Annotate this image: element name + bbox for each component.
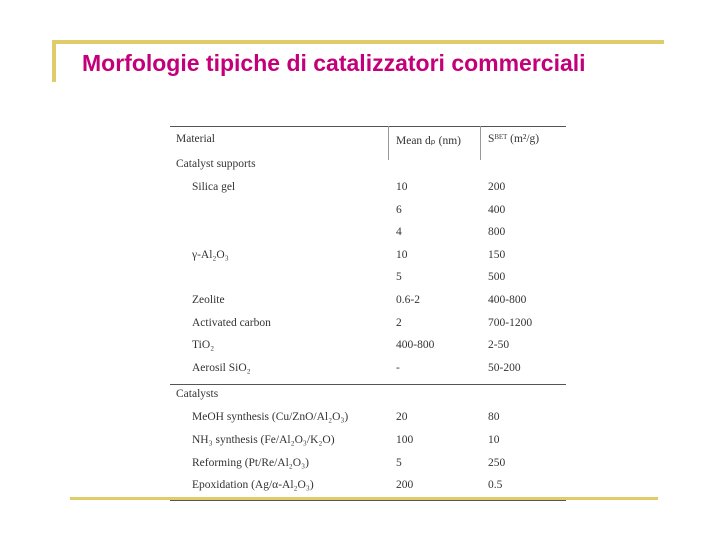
cell-sbet: 10 — [488, 433, 500, 446]
cell-mean-dp: 20 — [396, 411, 408, 424]
catalyst-table — [170, 126, 566, 501]
cell-sbet: 500 — [488, 271, 506, 284]
header-material: Material — [176, 133, 215, 145]
cell-material: MeOH synthesis (Cu/ZnO/Al₂O₃) — [192, 411, 349, 424]
cell-sbet: 50-200 — [488, 361, 521, 374]
cell-mean-dp: 5 — [396, 271, 402, 284]
cell-mean-dp: 10 — [396, 181, 408, 193]
table-row — [170, 407, 566, 430]
table-row — [170, 222, 566, 245]
section-label: Catalysts — [176, 388, 219, 401]
column-divider — [480, 126, 481, 160]
cell-sbet: 400-800 — [488, 293, 527, 306]
column-divider — [388, 126, 389, 160]
table-header — [170, 127, 566, 155]
cell-sbet: 80 — [488, 411, 500, 424]
cell-material: γ-Al₂O₃ — [192, 248, 229, 261]
table-bottom-rule — [170, 500, 566, 501]
cell-mean-dp: 2 — [396, 316, 402, 329]
table-row — [170, 200, 566, 223]
cell-mean-dp: 400-800 — [396, 339, 435, 352]
slide-title: Morfologie tipiche di catalizzatori commerciali — [82, 50, 586, 76]
section-catalyst-supports — [170, 155, 566, 177]
cell-mean-dp: 200 — [396, 479, 414, 492]
table-row — [170, 245, 566, 268]
frame-left-rule — [52, 40, 56, 82]
table-row — [170, 358, 566, 381]
cell-mean-dp: 4 — [396, 226, 402, 239]
cell-mean-dp: 6 — [396, 203, 402, 216]
section-catalysts — [170, 385, 566, 407]
table-row — [170, 177, 566, 200]
cell-sbet: 2-50 — [488, 339, 510, 352]
header-sbet: Sᴮᴱᵀ (m²/g) — [488, 133, 540, 145]
table-row — [170, 335, 566, 358]
header-mean-dp: Mean dₚ (nm) — [396, 135, 461, 147]
cell-material: NH₃ synthesis (Fe/Al₂O₃/K₂O) — [192, 433, 335, 446]
cell-sbet: 200 — [488, 181, 506, 193]
cell-material: Silica gel — [192, 181, 236, 193]
cell-sbet: 150 — [488, 248, 506, 261]
table-row — [170, 430, 566, 453]
cell-material: Reforming (Pt/Re/Al₂O₃) — [192, 456, 309, 469]
cell-mean-dp: 10 — [396, 248, 408, 261]
cell-material: Epoxidation (Ag/α-Al₂O₃) — [192, 479, 314, 492]
cell-mean-dp: - — [396, 361, 400, 374]
cell-sbet: 0.5 — [488, 479, 503, 492]
frame-top-rule — [52, 40, 664, 44]
cell-mean-dp: 100 — [396, 433, 414, 446]
cell-mean-dp: 5 — [396, 456, 402, 469]
cell-material: TiO₂ — [192, 339, 215, 352]
catalyst-rows — [170, 407, 566, 497]
table-row — [170, 290, 566, 313]
table-row — [170, 453, 566, 476]
cell-mean-dp: 0.6-2 — [396, 293, 420, 306]
table-row — [170, 267, 566, 290]
table-row — [170, 313, 566, 336]
cell-sbet: 250 — [488, 456, 506, 469]
section-label: Catalyst supports — [176, 158, 256, 170]
support-rows — [170, 177, 566, 380]
table-row — [170, 475, 566, 498]
cell-material: Activated carbon — [192, 316, 271, 329]
cell-material: Aerosil SiO₂ — [192, 361, 251, 374]
cell-sbet: 400 — [488, 203, 506, 216]
cell-sbet: 800 — [488, 226, 506, 239]
cell-sbet: 700-1200 — [488, 316, 533, 329]
cell-material: Zeolite — [192, 293, 225, 306]
